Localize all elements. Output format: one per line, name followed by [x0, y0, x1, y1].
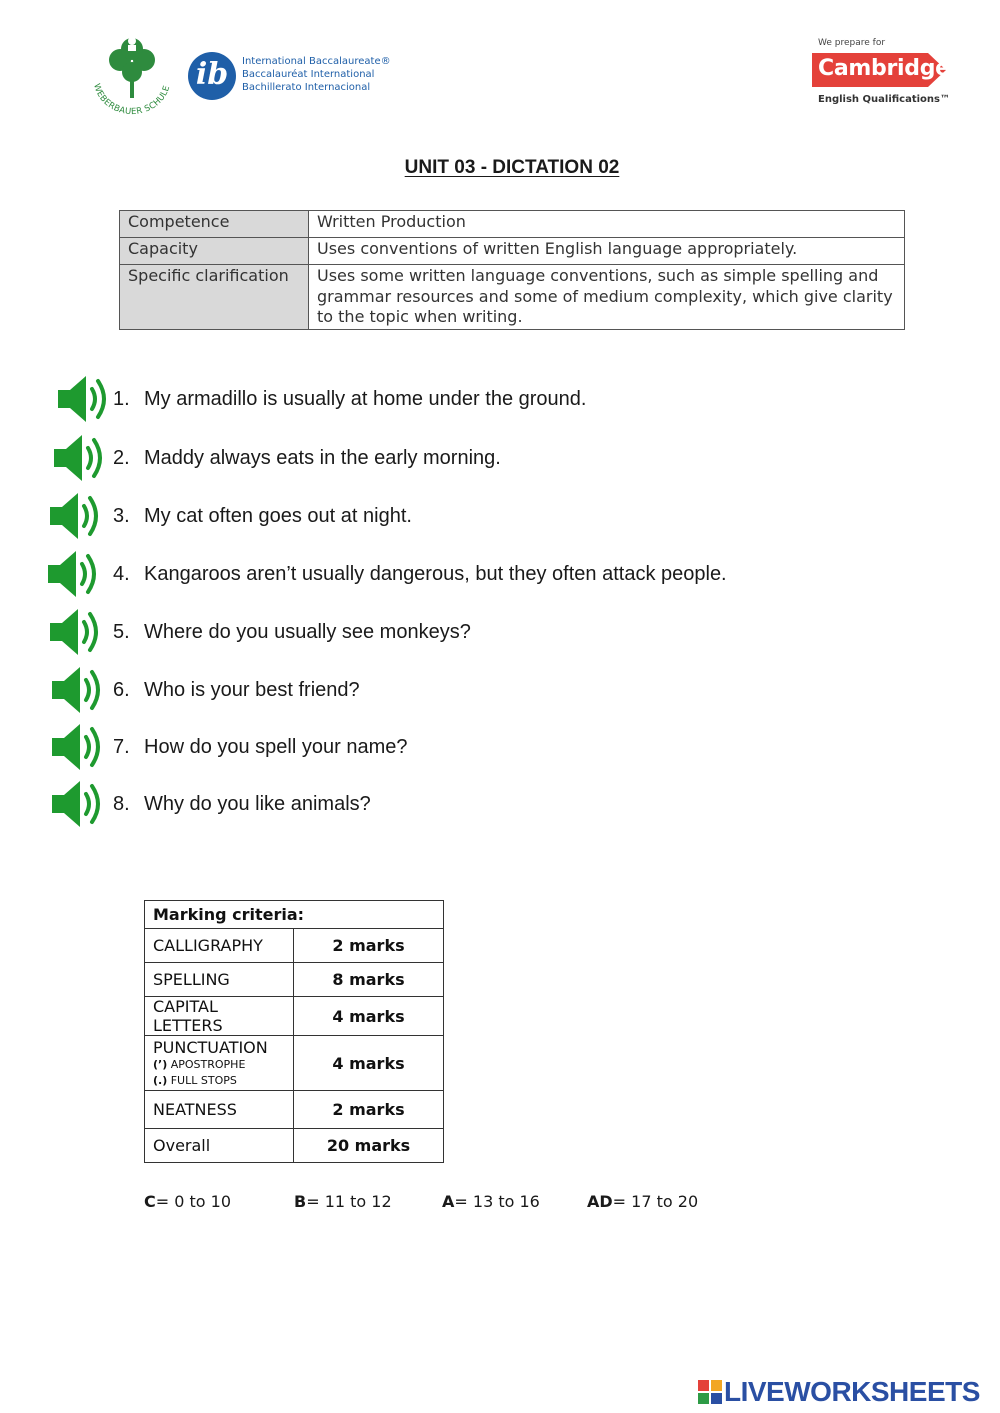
- criterion-cell: Overall: [145, 1129, 294, 1163]
- criterion-cell: NEATNESS: [145, 1091, 294, 1129]
- grade-band: [587, 1192, 698, 1211]
- item-sentence: How do you spell your name?: [144, 736, 408, 758]
- dictation-item: [0, 607, 900, 657]
- grade-range: = 0 to 10: [155, 1192, 232, 1211]
- criterion-cell: SPELLING: [145, 963, 294, 997]
- table-row: [120, 265, 905, 330]
- item-number: 6.: [113, 679, 130, 701]
- row-value: Written Production: [309, 211, 905, 238]
- row-value: Uses conventions of written English language appropriately.: [309, 238, 905, 265]
- item-number: 1.: [113, 388, 130, 410]
- table-row: [145, 1036, 444, 1091]
- row-value: Uses some written language conventions, such as simple spelling and grammar resources and some of medium complexity, which give clarity to the topic when writing.: [309, 265, 905, 330]
- detail-symbol: (’): [153, 1057, 168, 1071]
- grade-letter: C: [144, 1192, 156, 1211]
- item-number: 3.: [113, 505, 130, 527]
- punctuation-detail: [153, 1073, 285, 1089]
- school-logo-text: WEBERBAUER SCHULE: [91, 82, 173, 116]
- dictation-item: [0, 549, 900, 599]
- item-sentence: Who is your best friend?: [144, 679, 360, 701]
- item-number: 5.: [113, 621, 130, 643]
- cambridge-prep-text: We prepare for: [818, 38, 886, 48]
- speaker-volume-icon[interactable]: [48, 607, 104, 657]
- cambridge-logo: [812, 38, 962, 112]
- item-sentence: My armadillo is usually at home under the ground.: [144, 388, 587, 410]
- liveworksheets-wordmark: LIVEWORKSHEETS: [724, 1376, 980, 1407]
- table-row: [145, 901, 444, 929]
- table-row: [120, 211, 905, 238]
- school-logo: [84, 32, 180, 116]
- dictation-item: [0, 433, 900, 483]
- item-number: 4.: [113, 563, 130, 585]
- grade-letter: AD: [587, 1192, 613, 1211]
- item-number: 8.: [113, 793, 130, 815]
- item-sentence: Where do you usually see monkeys?: [144, 621, 471, 643]
- marks-cell: 2 marks: [294, 929, 444, 963]
- grade-range: = 11 to 12: [306, 1192, 392, 1211]
- grade-band: [442, 1192, 540, 1211]
- marks-cell: 4 marks: [294, 1036, 444, 1091]
- item-sentence: Maddy always eats in the early morning.: [144, 447, 501, 469]
- table-row: [120, 238, 905, 265]
- grade-range: = 13 to 16: [454, 1192, 540, 1211]
- speaker-volume-icon[interactable]: [50, 779, 106, 829]
- liveworksheets-logo[interactable]: [698, 1375, 998, 1411]
- item-number: 7.: [113, 736, 130, 758]
- dictation-item: [0, 665, 900, 715]
- detail-symbol: (.): [153, 1073, 168, 1087]
- cambridge-subtitle: English Qualifications™: [818, 94, 950, 105]
- item-number: 2.: [113, 447, 130, 469]
- page-title: UNIT 03 - DICTATION 02: [404, 157, 620, 178]
- speaker-volume-icon[interactable]: [48, 491, 104, 541]
- row-label: Specific clarification: [120, 265, 309, 330]
- punctuation-detail: [153, 1057, 285, 1073]
- table-row: [145, 1091, 444, 1129]
- criterion-cell: CAPITAL LETTERS: [145, 997, 294, 1036]
- table-row: [145, 963, 444, 997]
- dictation-item: [0, 779, 900, 829]
- table-row: [145, 997, 444, 1036]
- clover-emblem-icon: [84, 32, 180, 116]
- marking-header: Marking criteria:: [145, 901, 444, 929]
- ib-logo: [188, 50, 391, 104]
- cambridge-wordmark: Cambridge: [818, 56, 950, 81]
- speaker-volume-icon[interactable]: [50, 722, 106, 772]
- criterion-cell: [145, 1036, 294, 1091]
- ib-line-fr: Baccalauréat International: [242, 69, 375, 80]
- ib-names: [242, 55, 391, 94]
- speaker-volume-icon[interactable]: [46, 549, 102, 599]
- liveworksheets-icon: [698, 1380, 722, 1404]
- criterion-cell: CALLIGRAPHY: [145, 929, 294, 963]
- criterion-label: PUNCTUATION: [153, 1037, 268, 1057]
- table-row: [145, 1129, 444, 1163]
- grade-letter: B: [294, 1192, 307, 1211]
- marks-cell: 2 marks: [294, 1091, 444, 1129]
- item-sentence: Why do you like animals?: [144, 793, 371, 815]
- grade-range: = 17 to 20: [612, 1192, 699, 1211]
- marking-criteria-table: [144, 900, 444, 1163]
- grade-band: [144, 1192, 231, 1211]
- item-sentence: Kangaroos aren’t usually dangerous, but they often attack people.: [144, 563, 727, 585]
- row-label: Competence: [120, 211, 309, 238]
- dictation-item: [0, 722, 900, 772]
- ib-line-en: International Baccalaureate®: [242, 56, 391, 67]
- ib-line-es: Bachillerato Internacional: [242, 82, 371, 93]
- grade-letter: A: [442, 1192, 455, 1211]
- grade-band: [294, 1192, 392, 1211]
- item-sentence: My cat often goes out at night.: [144, 505, 412, 527]
- speaker-volume-icon[interactable]: [50, 665, 106, 715]
- table-row: [145, 929, 444, 963]
- marks-cell: 8 marks: [294, 963, 444, 997]
- dictation-item: [0, 374, 900, 424]
- speaker-volume-icon[interactable]: [52, 433, 108, 483]
- detail-label: FULL STOPS: [170, 1073, 237, 1087]
- speaker-volume-icon[interactable]: [56, 374, 112, 424]
- row-label: Capacity: [120, 238, 309, 265]
- marks-cell: 20 marks: [294, 1129, 444, 1163]
- ib-mark: ib: [188, 52, 236, 100]
- detail-label: APOSTROPHE: [170, 1057, 246, 1071]
- competence-table: [119, 210, 905, 330]
- dictation-item: [0, 491, 900, 541]
- marks-cell: 4 marks: [294, 997, 444, 1036]
